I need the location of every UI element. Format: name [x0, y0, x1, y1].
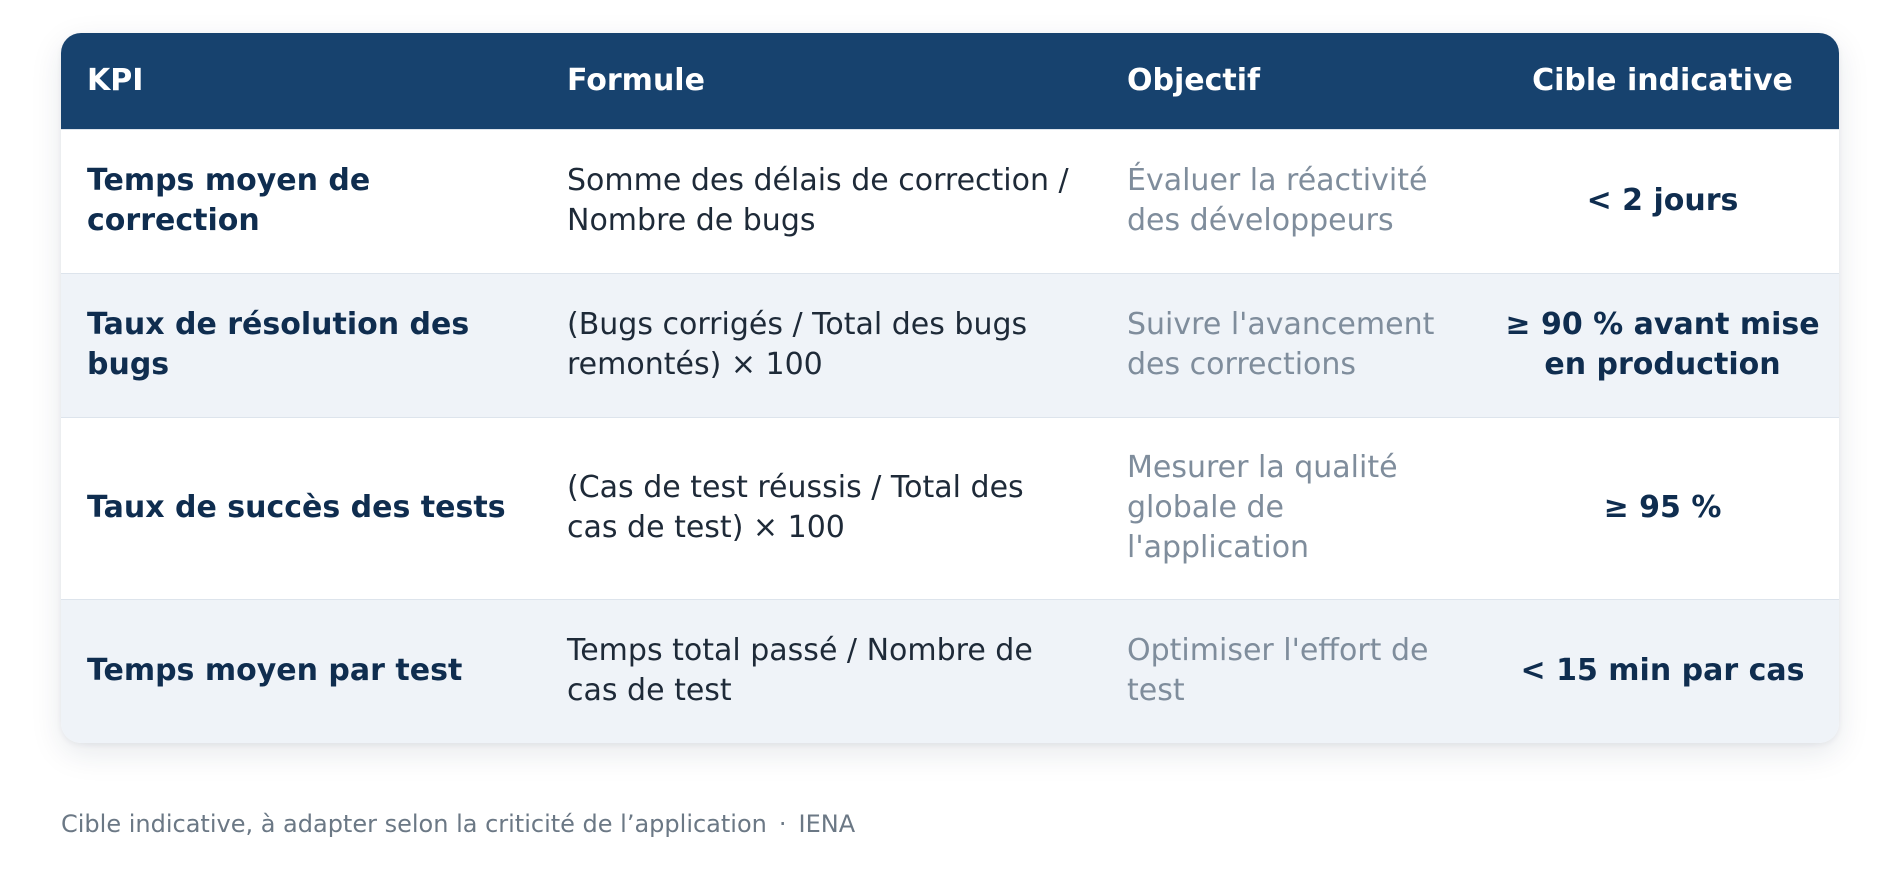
table-row	[61, 599, 1839, 743]
table-row	[61, 417, 1839, 599]
table-row	[61, 129, 1839, 273]
kpi-objective: Optimiser l'effort de test	[1127, 633, 1429, 709]
kpi-table-card	[61, 33, 1839, 743]
kpi-formula: Temps total passé / Nombre de cas de test	[567, 633, 1033, 709]
kpi-target: ≥ 95 %	[1603, 490, 1722, 525]
kpi-target: ≥ 90 % avant mise en production	[1505, 307, 1820, 382]
kpi-objective: Suivre l'avancement des corrections	[1127, 307, 1435, 382]
footnote-separator: ·	[778, 810, 787, 838]
kpi-table	[61, 33, 1839, 743]
kpi-formula: Somme des délais de correction / Nombre de bugs	[567, 163, 1069, 238]
header-kpi: KPI	[87, 63, 144, 99]
kpi-name: Taux de résolution des bugs	[87, 307, 470, 382]
header-target: Cible indicative	[1532, 63, 1793, 99]
kpi-target: < 2 jours	[1586, 183, 1739, 218]
kpi-objective: Mesurer la qualité globale de l'application	[1127, 450, 1398, 565]
kpi-formula: (Cas de test réussis / Total des cas de test) × 100	[567, 470, 1024, 545]
table-row	[61, 273, 1839, 417]
footnote	[61, 810, 855, 838]
footnote-text: Cible indicative, à adapter selon la criticité de l’application	[61, 810, 767, 838]
kpi-name: Temps moyen par test	[87, 653, 463, 689]
table-body	[61, 129, 1839, 743]
kpi-objective: Évaluer la réactivité des développeurs	[1127, 163, 1428, 238]
table-header	[61, 33, 1839, 129]
header-formula: Formule	[567, 63, 705, 99]
header-row	[61, 33, 1839, 129]
footnote-source: IENA	[798, 810, 856, 838]
kpi-name: Taux de succès des tests	[87, 490, 506, 525]
header-objective: Objectif	[1127, 63, 1261, 99]
kpi-formula: (Bugs corrigés / Total des bugs remontés) × 100	[567, 307, 1028, 382]
kpi-target: < 15 min par cas	[1520, 653, 1805, 689]
kpi-name: Temps moyen de correction	[87, 163, 371, 238]
